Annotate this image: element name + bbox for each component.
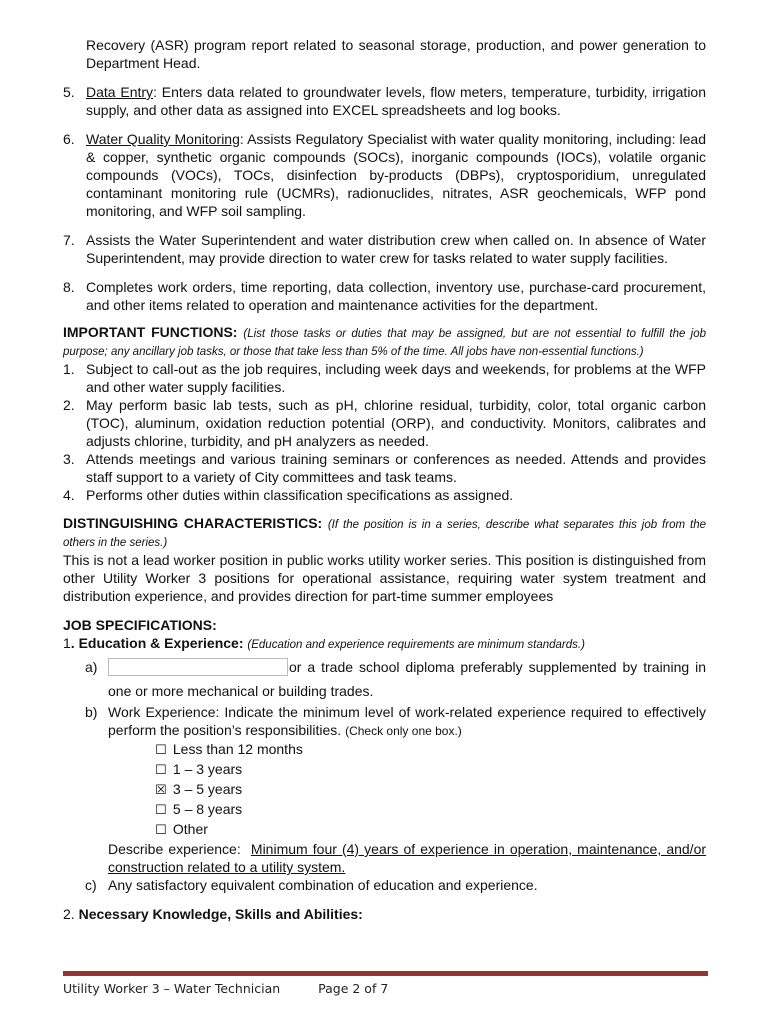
option-label: Other	[172, 821, 208, 837]
distinguishing-text: This is not a lead worker position in public works utility worker series. This position is distinguished from other Utility Worker 3 positions for operational assistance, requiring water system treatment and distribution experience, and provides direction for part-time summer employees	[63, 552, 706, 604]
important-functions-heading: IMPORTANT FUNCTIONS:	[63, 324, 238, 340]
duty-title: Data Entry	[86, 84, 154, 100]
duty-text: : Assists Regulatory Specialist with water quality monitoring, including: lead & copper, synthetic organic compounds (SOCs), inorganic compounds (IOCs), volatile organic compounds (VOCs), TOCs, disinfection by-products (DBPs), cryptosporidium, unregulated contaminant monitoring rule (UCMRs), radionuclides, nitrates, ASR geochemicals, WFP pond monitoring, and WFP soil sampling.	[86, 131, 706, 219]
item-number: 4.	[63, 487, 75, 503]
important-functions-section	[63, 324, 706, 504]
describe-experience-text: Minimum four (4) years of experience in operation, maintenance, and/or construction related to a utility system.	[108, 841, 707, 875]
duty-number: 5.	[63, 84, 75, 100]
item-number: 1.	[63, 361, 75, 377]
experience-option-1[interactable]	[63, 740, 706, 760]
experience-option-2[interactable]	[63, 760, 706, 780]
footer-rule	[63, 971, 708, 976]
duty-number: 7.	[63, 232, 75, 248]
checkbox-icon[interactable]: ☐	[155, 823, 167, 838]
duty-text: : Enters data related to groundwater levels, flow meters, temperature, turbidity, irrigation supply, and other data as assigned into EXCEL spreadsheets and log books.	[86, 84, 706, 118]
experience-option-3[interactable]	[63, 780, 706, 800]
item-number: 2.	[63, 397, 75, 413]
important-item-2	[63, 396, 706, 450]
checkbox-icon[interactable]: ☐	[155, 743, 167, 758]
duty-text: Assists the Water Superintendent and water distribution crew when called on. In absence of Water Superintendent, may provide direction to water crew for tasks related to water supply facilities.	[86, 232, 706, 266]
important-item-3	[63, 450, 706, 486]
job-specifications-heading: JOB SPECIFICATIONS:	[63, 617, 217, 633]
work-experience-text: Work Experience: Indicate the minimum level of work-related experience required to effectively perform the position’s responsibilities.	[108, 704, 706, 738]
option-label: 5 – 8 years	[172, 801, 243, 817]
duty-item-8	[63, 278, 706, 314]
duty-4-continuation-text: Recovery (ASR) program report related to seasonal storage, production, and power generation to Department Head.	[86, 37, 706, 71]
item-text: May perform basic lab tests, such as pH, chlorine residual, turbidity, color, total organic carbon (TOC), aluminum, oxidation reduction potential (ORP), and conductivity. Monitors, calibrates and adjusts chlorine, turbidity, and pH analyzers as needed.	[86, 397, 706, 449]
option-label: Less than 12 months	[172, 741, 303, 757]
item-letter: b)	[85, 704, 98, 720]
option-label: 3 – 5 years	[172, 781, 243, 797]
duty-item-6	[63, 130, 706, 220]
item-letter: a)	[85, 659, 98, 675]
important-item-4	[63, 486, 706, 504]
ksa-heading: Necessary Knowledge, Skills and Abilities:	[78, 906, 363, 922]
education-a-text: or a trade school diploma preferably supplemented by training in one or more mechanical or building trades.	[108, 659, 706, 699]
checked-checkbox-icon[interactable]: ☒	[155, 783, 167, 798]
knowledge-skills-heading-row	[63, 905, 706, 923]
important-functions-note: (List those tasks or duties that may be assigned, but are not essential to fulfill the job purpose; any ancillary job tasks, or those that take less than 5% of the time. All jobs have non-essential functions.)	[63, 328, 706, 358]
experience-option-5[interactable]	[63, 820, 706, 840]
document-page	[63, 36, 706, 923]
option-label: 1 – 3 years	[172, 761, 243, 777]
distinguishing-heading: DISTINGUISHING CHARACTERISTICS:	[63, 515, 323, 531]
item-text: Attends meetings and various training seminars or conferences as needed. Attends and provides staff support to a variety of City committees and task teams.	[86, 451, 706, 485]
describe-experience-label: Describe experience:	[108, 841, 241, 857]
important-item-1	[63, 360, 706, 396]
item-letter: c)	[85, 877, 97, 893]
duty-item-7	[63, 231, 706, 267]
footer-title: Utility Worker 3 – Water Technician	[63, 981, 281, 996]
duty-item-5	[63, 83, 706, 119]
education-note: (Education and experience requirements are minimum standards.)	[247, 639, 585, 651]
duty-title: Water Quality Monitoring	[86, 131, 240, 147]
page-footer	[63, 981, 388, 996]
education-item-b	[63, 703, 706, 740]
duty-number: 6.	[63, 131, 75, 147]
check-one-note: (Check only one box.)	[345, 724, 462, 738]
distinguishing-note: (If the position is in a series, describe what separates this job from the others in the series.)	[63, 519, 706, 549]
duty-text: Completes work orders, time reporting, data collection, inventory use, purchase-card procurement, and other items related to operation and maintenance activities for the department.	[86, 279, 706, 313]
education-item-c	[63, 876, 706, 894]
item-text: Performs other duties within classification specifications as assigned.	[86, 487, 514, 503]
job-specifications-section	[63, 616, 706, 923]
duty-continuation	[63, 36, 706, 72]
education-text-field[interactable]	[108, 658, 288, 676]
checkbox-icon[interactable]: ☐	[155, 763, 167, 778]
experience-option-4[interactable]	[63, 800, 706, 820]
distinguishing-section	[63, 515, 706, 605]
footer-page-number: Page 2 of 7	[318, 981, 389, 996]
duty-number: 8.	[63, 279, 75, 295]
education-item-a	[63, 655, 706, 703]
equivalent-combination-text: Any satisfactory equivalent combination of education and experience.	[108, 877, 538, 893]
ksa-number: 2.	[63, 906, 75, 922]
item-text: Subject to call-out as the job requires, including week days and weekends, for problems at the WFP and other water supply facilities.	[86, 361, 706, 395]
item-number: 3.	[63, 451, 75, 467]
checkbox-icon[interactable]: ☐	[155, 803, 167, 818]
describe-experience	[63, 840, 706, 876]
education-number: 1	[63, 635, 71, 651]
education-heading: . Education & Experience:	[70, 635, 244, 651]
